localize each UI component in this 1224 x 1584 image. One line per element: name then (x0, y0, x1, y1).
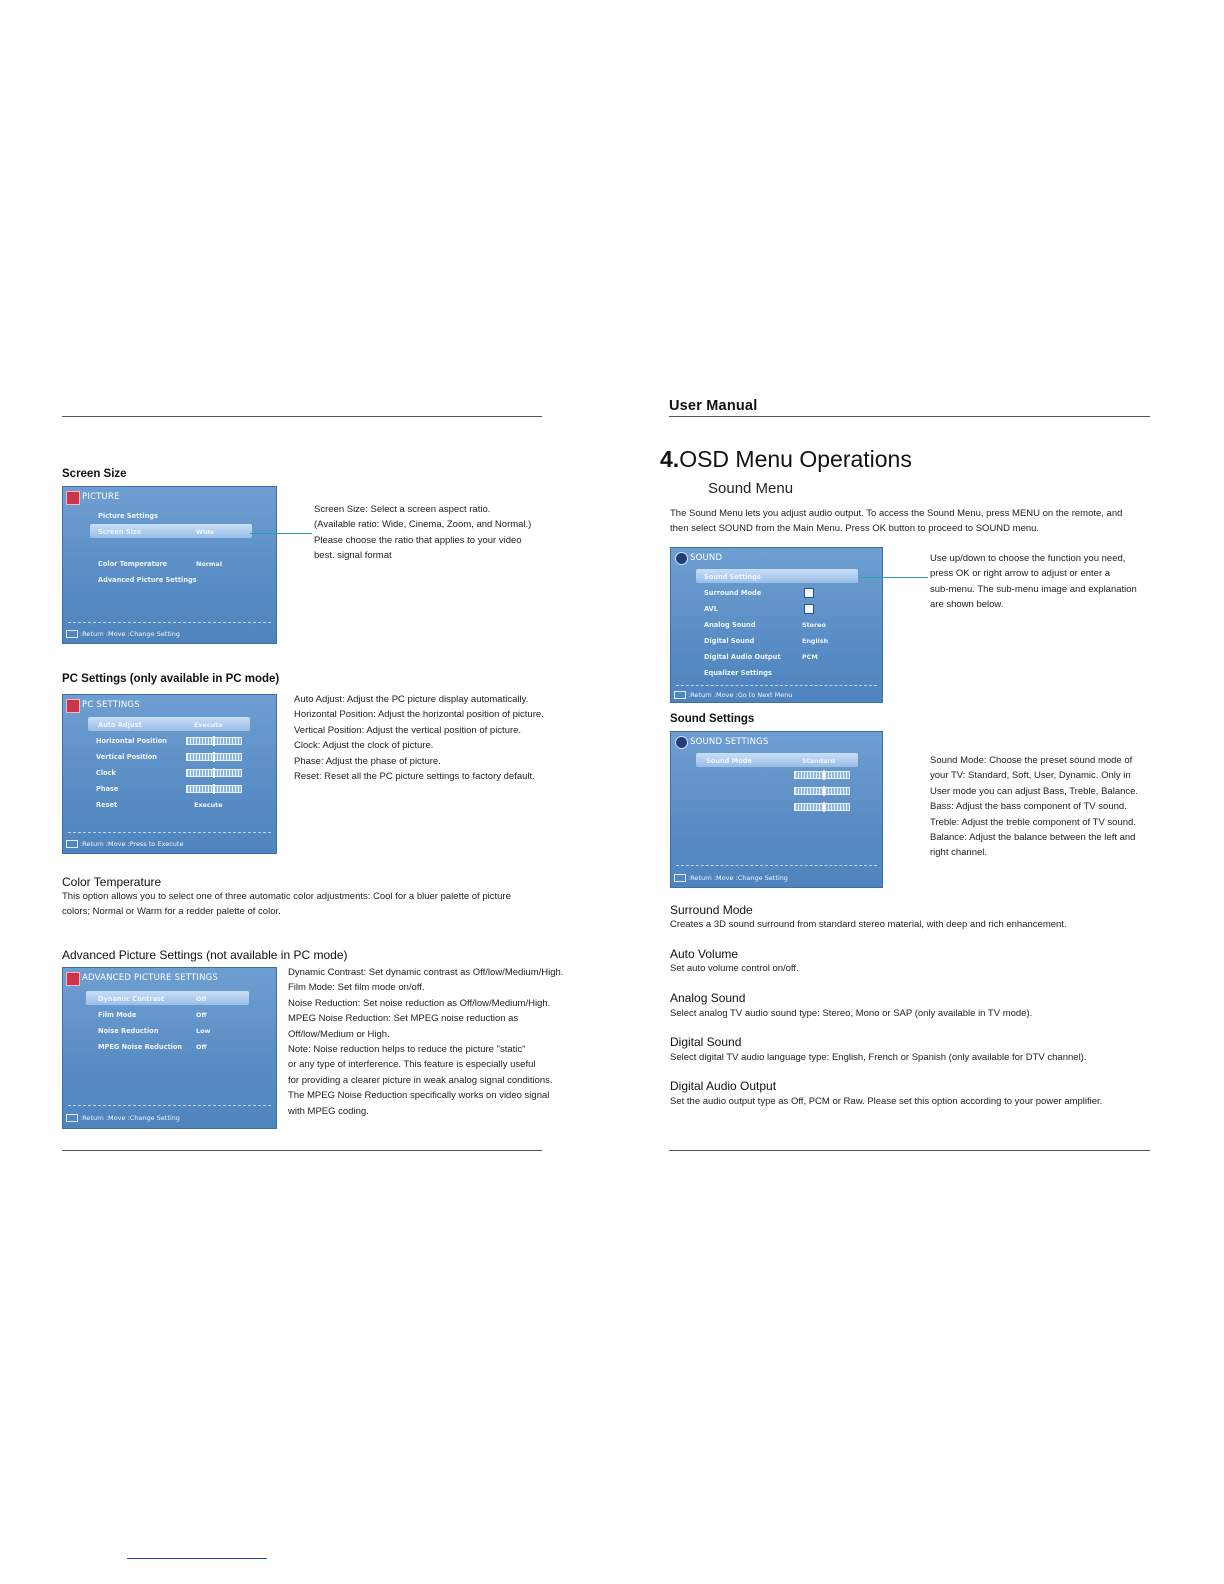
digital-sound-text: Select digital TV audio language type: English, French or Spanish (only available for DTV channel). (670, 1052, 1087, 1063)
osd-footer (674, 691, 792, 699)
osd-slider (794, 771, 850, 779)
osd-title: PICTURE (82, 492, 120, 502)
color-temperature-heading: Color Temperature (62, 875, 162, 889)
osd-item-selected: Auto Adjust (98, 721, 142, 729)
text-line: Please choose the ratio that applies to your video (314, 534, 522, 546)
text-line: Horizontal Position: Adjust the horizontal position of picture. (294, 709, 544, 721)
osd-divider (68, 1105, 271, 1106)
text-line: best. signal format (314, 550, 392, 562)
text-line: Balance: Adjust the balance between the left and (930, 832, 1136, 844)
osd-item: Digital Audio Output (704, 653, 781, 661)
text-line: sub-menu. The sub-menu image and explanation (930, 583, 1137, 595)
menu-key-icon (674, 874, 686, 882)
text-line: Sound Mode: Choose the preset sound mode of (930, 755, 1133, 766)
text-line: Clock: Adjust the clock of picture. (294, 740, 434, 752)
osd-item: Equalizer Settings (704, 669, 772, 677)
osd-footer-text: :Return :Move :Change Setting (688, 874, 788, 882)
osd-divider (68, 832, 271, 833)
osd-value: Wide (196, 528, 215, 536)
osd-footer (66, 1114, 180, 1122)
section-title: Sound Menu (708, 480, 794, 497)
advanced-picture-osd-screenshot (62, 967, 277, 1129)
menu-key-icon (66, 630, 78, 638)
osd-item: Vertical Position (96, 753, 157, 761)
osd-value: Standard (802, 757, 836, 765)
osd-slider (186, 785, 242, 793)
osd-value: Off (196, 995, 207, 1003)
text-line: your TV: Standard, Soft, User, Dynamic. Only in (930, 770, 1131, 782)
text-line: Auto Adjust: Adjust the PC picture display automatically. (294, 694, 529, 705)
osd-divider (68, 622, 271, 623)
pc-settings-heading: PC Settings (only available in PC mode) (62, 673, 280, 685)
text-line: right channel. (930, 847, 988, 859)
callout-leader-line (860, 577, 928, 578)
left-footer-link-rule (127, 1558, 267, 1559)
osd-footer (66, 840, 183, 848)
text-line: with MPEG coding. (288, 1105, 369, 1117)
left-bottom-rule (62, 1150, 542, 1151)
osd-item: Analog Sound (704, 621, 756, 629)
digital-audio-output-text: Set the audio output type as Off, PCM or Raw. Please set this option according to your power amplifier. (670, 1096, 1103, 1107)
osd-footer-text: :Return :Move :Go to Next Menu (688, 691, 793, 699)
advanced-picture-heading: Advanced Picture Settings (not available in PC mode) (62, 948, 348, 962)
osd-value: Normal (196, 560, 223, 568)
picture-menu-icon (66, 491, 80, 505)
osd-item: MPEG Noise Reduction (98, 1043, 183, 1051)
sound-menu-icon (675, 552, 688, 565)
surround-mode-heading: Surround Mode (670, 903, 753, 917)
text-line: Treble: Adjust the treble component of TV sound. (930, 816, 1136, 828)
pc-settings-osd-screenshot (62, 694, 277, 854)
text-line: are shown below. (930, 599, 1004, 611)
chapter-name: OSD Menu Operations (679, 446, 912, 472)
surround-checkbox (804, 588, 814, 598)
text-line: Phase: Adjust the phase of picture. (294, 755, 441, 767)
osd-title: SOUND SETTINGS (690, 737, 769, 747)
osd-value: Low (196, 1027, 211, 1035)
text-line: (Available ratio: Wide, Cinema, Zoom, and Normal.) (314, 519, 532, 531)
chapter-number: 4. (660, 446, 680, 472)
osd-slider (186, 737, 242, 745)
text-line: Vertical Position: Adjust the vertical position of picture. (294, 724, 522, 736)
text-line: Off/low/Medium or High. (288, 1028, 390, 1040)
text-line: Note: Noise reduction helps to reduce the picture "static" (288, 1044, 526, 1056)
analog-sound-text: Select analog TV audio sound type: Stereo, Mono or SAP (only available in TV mode). (670, 1008, 1033, 1019)
text-line: Screen Size: Select a screen aspect ratio. (314, 504, 491, 515)
surround-mode-text: Creates a 3D sound surround from standard stereo material, with deep and rich enhancement. (670, 919, 1067, 930)
avl-checkbox (804, 604, 814, 614)
text-line: Film Mode: Set film mode on/off. (288, 982, 425, 994)
text-line: press OK or right arrow to adjust or enter a (930, 568, 1111, 580)
text-line: or any type of interference. This feature is especially useful (288, 1059, 536, 1071)
osd-item-selected: Dynamic Contrast (98, 995, 165, 1003)
auto-volume-text: Set auto volume control on/off. (670, 963, 799, 974)
text-line: Use up/down to choose the function you need, (930, 553, 1126, 564)
pc-settings-description (294, 692, 544, 784)
sound-settings-heading: Sound Settings (670, 713, 755, 725)
osd-footer (66, 630, 180, 638)
text-line: Dynamic Contrast: Set dynamic contrast as Off/low/Medium/High. (288, 967, 564, 978)
auto-volume-heading: Auto Volume (670, 947, 739, 961)
sound-osd-screenshot (670, 547, 883, 703)
digital-audio-output-heading: Digital Audio Output (670, 1079, 777, 1093)
sound-menu-description (930, 551, 1137, 613)
sound-menu-intro (670, 506, 1122, 537)
osd-title: ADVANCED PICTURE SETTINGS (82, 973, 219, 983)
osd-item: Advanced Picture Settings (98, 576, 197, 584)
osd-item: AVL (704, 605, 718, 613)
osd-title: SOUND (690, 553, 723, 563)
sound-settings-menu-icon (675, 736, 688, 749)
menu-key-icon (674, 691, 686, 699)
osd-footer-text: :Return :Move :Press to Execute (80, 840, 184, 848)
osd-item: Picture Settings (98, 512, 158, 520)
osd-divider (676, 865, 877, 866)
text-line: for providing a clearer picture in weak analog signal conditions. (288, 1074, 553, 1086)
screen-size-heading: Screen Size (62, 468, 127, 480)
text-line: colors; Normal or Warm for a redder palette of color. (62, 906, 281, 918)
text-line: Noise Reduction: Set noise reduction as Off/low/Medium/High. (288, 997, 551, 1009)
osd-slider (186, 769, 242, 777)
sound-settings-osd-screenshot (670, 731, 883, 888)
osd-slider (794, 787, 850, 795)
text-line: The Sound Menu lets you adjust audio output. To access the Sound Menu, press MENU on the remote, and (670, 508, 1123, 519)
callout-leader-line (250, 533, 312, 534)
osd-item: Digital Sound (704, 637, 755, 645)
text-line: User mode you can adjust Bass, Treble, Balance. (930, 785, 1139, 797)
pc-menu-icon (66, 699, 80, 713)
text-line: Reset: Reset all the PC picture settings to factory default. (294, 771, 535, 783)
right-top-rule (669, 416, 1150, 417)
left-top-rule (62, 416, 542, 417)
menu-key-icon (66, 1114, 78, 1122)
osd-value: English (802, 637, 829, 645)
osd-title: PC SETTINGS (82, 700, 140, 710)
osd-item-selected: Screen Size (98, 528, 142, 536)
osd-value: PCM (802, 653, 818, 661)
text-line: The MPEG Noise Reduction specifically works on video signal (288, 1090, 550, 1102)
osd-value: Execute (194, 721, 223, 729)
osd-item: Surround Mode (704, 589, 762, 597)
osd-item: Phase (96, 785, 119, 793)
chapter-title (660, 446, 912, 473)
analog-sound-heading: Analog Sound (670, 991, 746, 1005)
osd-item: Color Temperature (98, 560, 168, 568)
user-manual-header: User Manual (669, 398, 758, 414)
osd-value: Off (196, 1011, 207, 1019)
digital-sound-heading: Digital Sound (670, 1035, 742, 1049)
right-bottom-rule (669, 1150, 1150, 1151)
osd-footer-text: :Return :Move :Change Setting (80, 630, 180, 638)
osd-item: Horizontal Position (96, 737, 167, 745)
text-line: Bass: Adjust the bass component of TV sound. (930, 801, 1127, 813)
screen-size-description (314, 502, 531, 564)
text-line: This option allows you to select one of three automatic color adjustments: Cool for a bluer palette of picture (62, 891, 511, 902)
osd-value: Off (196, 1043, 207, 1051)
osd-divider (676, 685, 877, 686)
osd-item: Clock (96, 769, 116, 777)
advanced-picture-description (288, 965, 563, 1119)
osd-item: Reset (96, 801, 118, 809)
osd-value: Stereo (802, 621, 826, 629)
osd-item: Film Mode (98, 1011, 137, 1019)
osd-footer-text: :Return :Move :Change Setting (80, 1114, 180, 1122)
osd-footer (674, 874, 788, 882)
text-line: then select SOUND from the Main Menu. Press OK button to proceed to SOUND menu. (670, 523, 1040, 535)
color-temperature-text (62, 889, 511, 920)
picture-osd-screenshot (62, 486, 277, 644)
osd-value: Execute (194, 801, 223, 809)
osd-item-selected: Sound Settings (704, 573, 761, 581)
advanced-menu-icon (66, 972, 80, 986)
sound-settings-description (930, 753, 1138, 861)
menu-key-icon (66, 840, 78, 848)
osd-slider (186, 753, 242, 761)
osd-slider (794, 803, 850, 811)
osd-item: Noise Reduction (98, 1027, 159, 1035)
osd-item-selected: Sound Mode (706, 757, 752, 765)
text-line: MPEG Noise Reduction: Set MPEG noise reduction as (288, 1013, 519, 1025)
